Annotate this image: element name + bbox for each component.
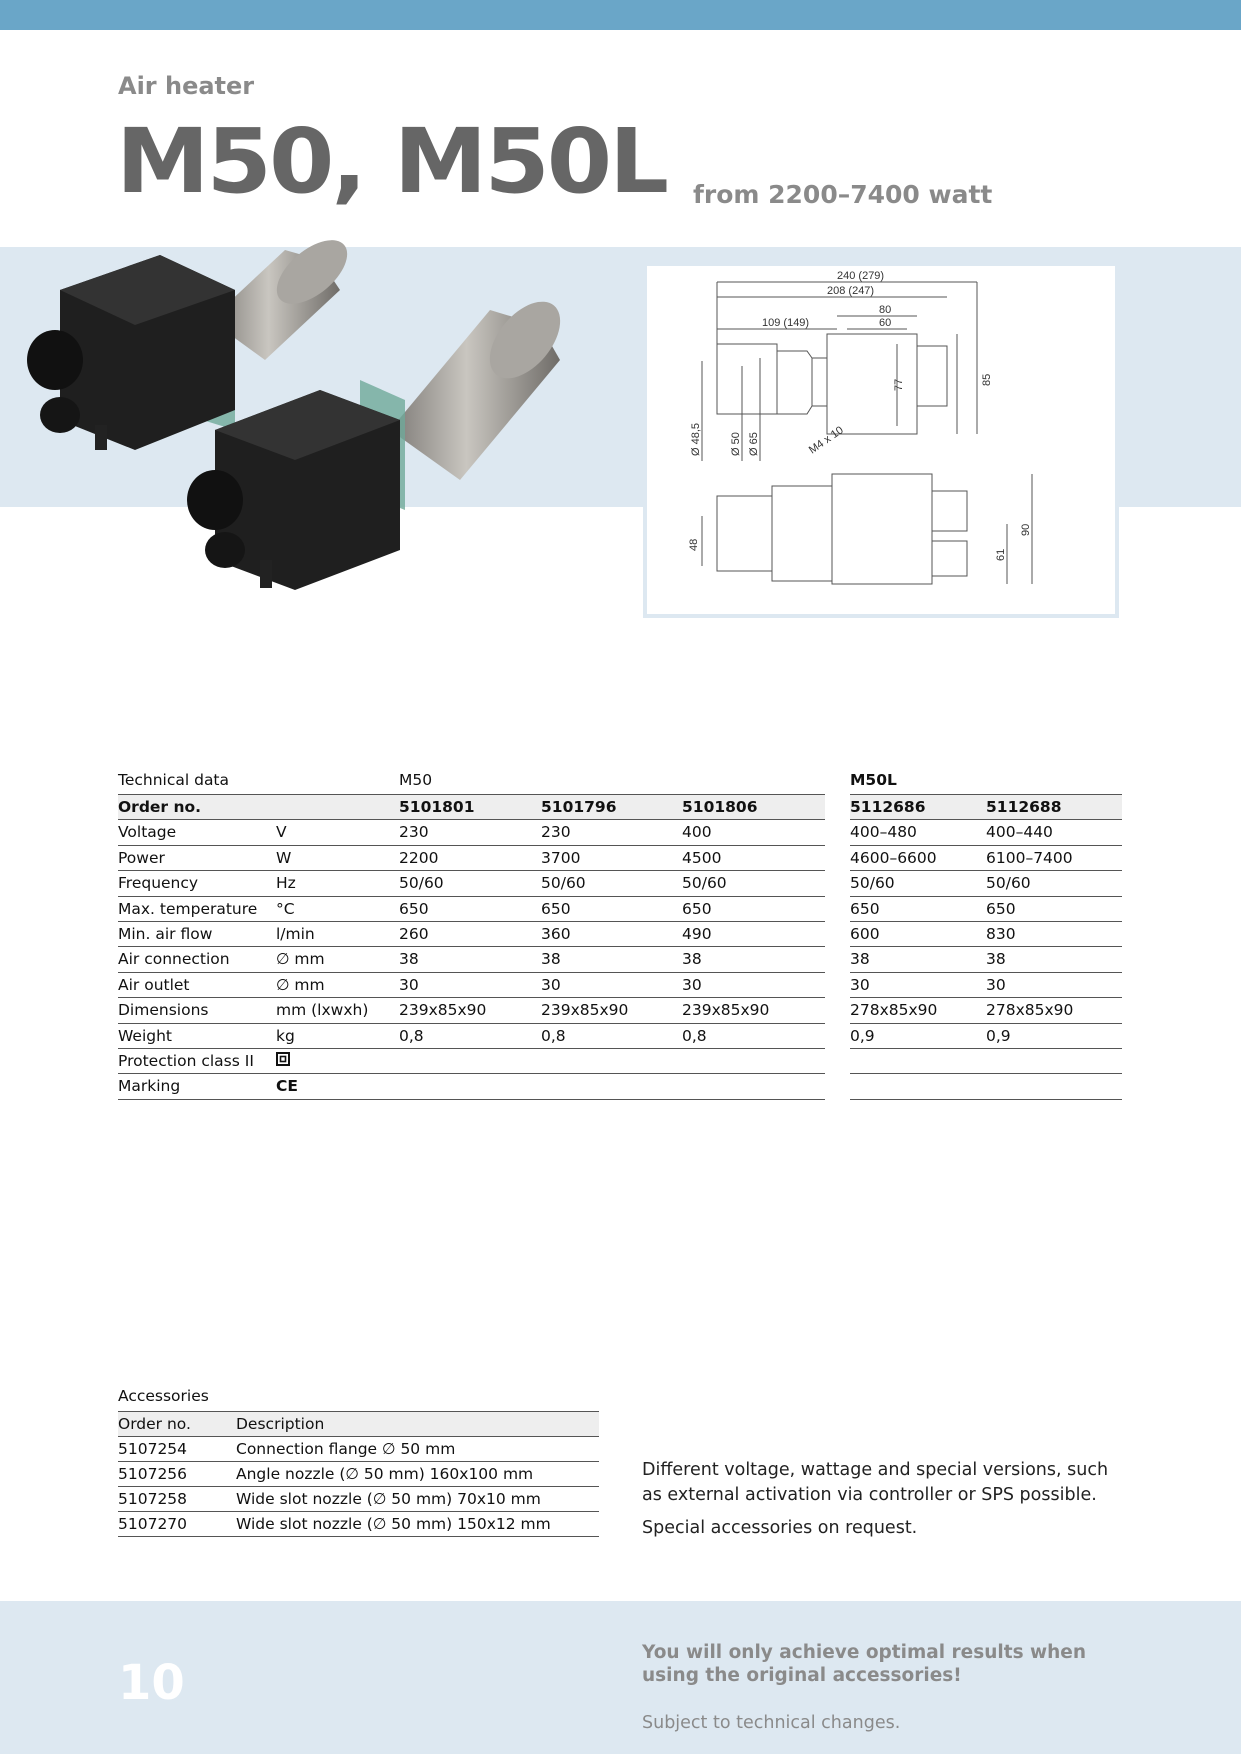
table-row	[118, 820, 825, 845]
dim-50: Ø 50	[730, 432, 742, 456]
dim-48-5: Ø 48,5	[690, 422, 702, 456]
ce-mark-icon: CE	[276, 1077, 298, 1096]
accessories-title: Accessories	[118, 1387, 209, 1405]
cell-value: 4600–6600	[850, 848, 937, 867]
cell-value: 239x85x90	[682, 1001, 770, 1020]
cell-value: 400–440	[986, 823, 1053, 842]
cell-value: 650	[541, 899, 571, 918]
dim-48: 48	[688, 538, 700, 551]
table-row	[850, 947, 1122, 972]
accessory-no: 5107270	[118, 1515, 188, 1533]
accessories-head	[118, 1411, 599, 1437]
cell-value: 0,9	[850, 1026, 875, 1045]
row-label: Max. temperature	[118, 899, 258, 918]
technical-drawing	[643, 262, 1119, 618]
dim-85: 85	[981, 373, 993, 386]
dim-90: 90	[1020, 523, 1032, 536]
table-row	[850, 871, 1122, 896]
row-label: Dimensions	[118, 1001, 209, 1020]
row-label: Min. air flow	[118, 924, 213, 943]
cell-value: 30	[399, 975, 419, 994]
page-number: 10	[118, 1655, 185, 1711]
order-no: 5101796	[541, 798, 617, 816]
table-row	[118, 1049, 825, 1074]
row-label: Power	[118, 848, 165, 867]
dim-65: Ø 65	[748, 432, 760, 456]
cell-value: 360	[541, 924, 571, 943]
accessory-desc: Wide slot nozzle (∅ 50 mm) 70x10 mm	[236, 1490, 541, 1508]
tech-head-row	[118, 768, 825, 794]
row-label: Voltage	[118, 823, 177, 842]
cell-value: 50/60	[541, 874, 586, 893]
dim-109: 109 (149)	[762, 317, 810, 329]
dim-61: 61	[995, 548, 1007, 561]
accessory-desc: Connection flange ∅ 50 mm	[236, 1440, 456, 1458]
accessory-no: 5107254	[118, 1440, 188, 1458]
row-unit: ∅ mm	[276, 950, 325, 969]
cell-value: 38	[399, 950, 419, 969]
product-photo	[20, 230, 620, 650]
row-unit: ∅ mm	[276, 975, 325, 994]
cell-value: 650	[399, 899, 429, 918]
list-item	[118, 1512, 599, 1537]
accessory-no: 5107258	[118, 1490, 188, 1508]
cell-value: 600	[850, 924, 880, 943]
table-row	[850, 897, 1122, 922]
row-unit: W	[276, 848, 292, 867]
table-row	[118, 1074, 825, 1099]
table-row	[118, 998, 825, 1023]
cell-value: 490	[682, 924, 712, 943]
cell-value: 400–480	[850, 823, 917, 842]
cell-value: 50/60	[682, 874, 727, 893]
cell-value: 4500	[682, 848, 722, 867]
cell-value: 30	[682, 975, 702, 994]
row-unit: kg	[276, 1026, 295, 1045]
note-versions: Different voltage, wattage and special versions, such as external activation via controller or SPS possible.	[642, 1460, 1109, 1505]
row-unit: V	[276, 823, 287, 842]
table-row	[118, 846, 825, 871]
row-unit: Hz	[276, 874, 296, 893]
tech-data-m50	[118, 768, 825, 1100]
list-item	[118, 1487, 599, 1512]
table-row	[118, 897, 825, 922]
footer-tagline: You will only achieve optimal results when using the original accessories!	[642, 1642, 1086, 1686]
order-no: 5101806	[682, 798, 758, 816]
table-row	[118, 922, 825, 947]
table-row	[850, 1024, 1122, 1049]
cell-value: 6100–7400	[986, 848, 1073, 867]
cell-value: 230	[541, 823, 571, 842]
cell-value: 0,9	[986, 1026, 1011, 1045]
cell-value: 38	[986, 950, 1006, 969]
list-item	[118, 1437, 599, 1462]
row-label: Protection class II	[118, 1051, 254, 1070]
cell-value: 260	[399, 924, 429, 943]
row-unit: °C	[276, 899, 295, 918]
order-row	[118, 794, 825, 820]
cell-value: 50/60	[850, 874, 895, 893]
order-no: 5112688	[986, 798, 1062, 816]
order-no: 5112686	[850, 798, 926, 816]
cell-value: 400	[682, 823, 712, 842]
row-label: Weight	[118, 1026, 173, 1045]
cell-value: 650	[682, 899, 712, 918]
cell-value: 0,8	[682, 1026, 707, 1045]
cell-value: 30	[986, 975, 1006, 994]
accessories-table	[118, 1411, 599, 1537]
cell-value: 0,8	[399, 1026, 424, 1045]
cell-value: 278x85x90	[850, 1001, 938, 1020]
dim-240: 240 (279)	[837, 270, 885, 282]
table-row	[118, 973, 825, 998]
row-unit: mm (lxwxh)	[276, 1001, 369, 1020]
table-row	[850, 1049, 1122, 1074]
col-description: Description	[236, 1415, 325, 1433]
dim-80: 80	[879, 304, 892, 316]
table-row	[850, 1074, 1122, 1099]
note-special-accessories: Special accessories on request.	[642, 1518, 918, 1538]
tech-data-m50l	[850, 768, 1122, 1100]
cell-value: 38	[682, 950, 702, 969]
table-row	[118, 1024, 825, 1049]
cell-value: 3700	[541, 848, 581, 867]
model-m50l: M50L	[850, 771, 897, 789]
row-label: Air outlet	[118, 975, 190, 994]
dim-77: 77	[893, 378, 905, 391]
order-no: 5101801	[399, 798, 475, 816]
dim-m4: M4 x 10	[806, 424, 846, 457]
order-label: Order no.	[118, 798, 202, 816]
cell-value: 50/60	[986, 874, 1031, 893]
cell-value: 50/60	[399, 874, 444, 893]
page-title: M50, M50L	[116, 110, 667, 214]
cell-value: 38	[850, 950, 870, 969]
table-row	[850, 820, 1122, 845]
accessory-desc: Wide slot nozzle (∅ 50 mm) 150x12 mm	[236, 1515, 551, 1533]
row-label: Air connection	[118, 950, 230, 969]
row-unit: l/min	[276, 924, 315, 943]
cell-value: 0,8	[541, 1026, 566, 1045]
accessory-desc: Angle nozzle (∅ 50 mm) 160x100 mm	[236, 1465, 534, 1483]
col-order-no: Order no.	[118, 1415, 191, 1433]
cell-value: 2200	[399, 848, 439, 867]
cell-value: 650	[986, 899, 1016, 918]
order-row	[850, 794, 1122, 820]
cell-value: 239x85x90	[399, 1001, 487, 1020]
table-row	[850, 846, 1122, 871]
category-label: Air heater	[118, 72, 255, 100]
cell-value: 30	[541, 975, 561, 994]
table-row	[850, 998, 1122, 1023]
protection-class-icon	[276, 1052, 290, 1070]
tech-head-row	[850, 768, 1122, 794]
notes-block	[642, 1458, 1122, 1549]
cell-value: 30	[850, 975, 870, 994]
cell-value: 38	[541, 950, 561, 969]
dim-208: 208 (247)	[827, 285, 875, 297]
footer-changes: Subject to technical changes.	[642, 1713, 901, 1733]
list-item	[118, 1462, 599, 1487]
row-label: Marking	[118, 1077, 181, 1096]
model-m50: M50	[399, 771, 433, 789]
cell-value: 830	[986, 924, 1016, 943]
table-row	[850, 973, 1122, 998]
table-row	[118, 947, 825, 972]
tech-title: Technical data	[118, 771, 230, 789]
cell-value: 230	[399, 823, 429, 842]
table-row	[850, 922, 1122, 947]
accessory-no: 5107256	[118, 1465, 188, 1483]
top-color-bar	[0, 0, 1241, 30]
wattage-subtitle: from 2200–7400 watt	[693, 180, 993, 209]
table-row	[118, 871, 825, 896]
cell-value: 239x85x90	[541, 1001, 629, 1020]
cell-value: 650	[850, 899, 880, 918]
dim-60: 60	[879, 317, 892, 329]
row-label: Frequency	[118, 874, 199, 893]
cell-value: 278x85x90	[986, 1001, 1074, 1020]
